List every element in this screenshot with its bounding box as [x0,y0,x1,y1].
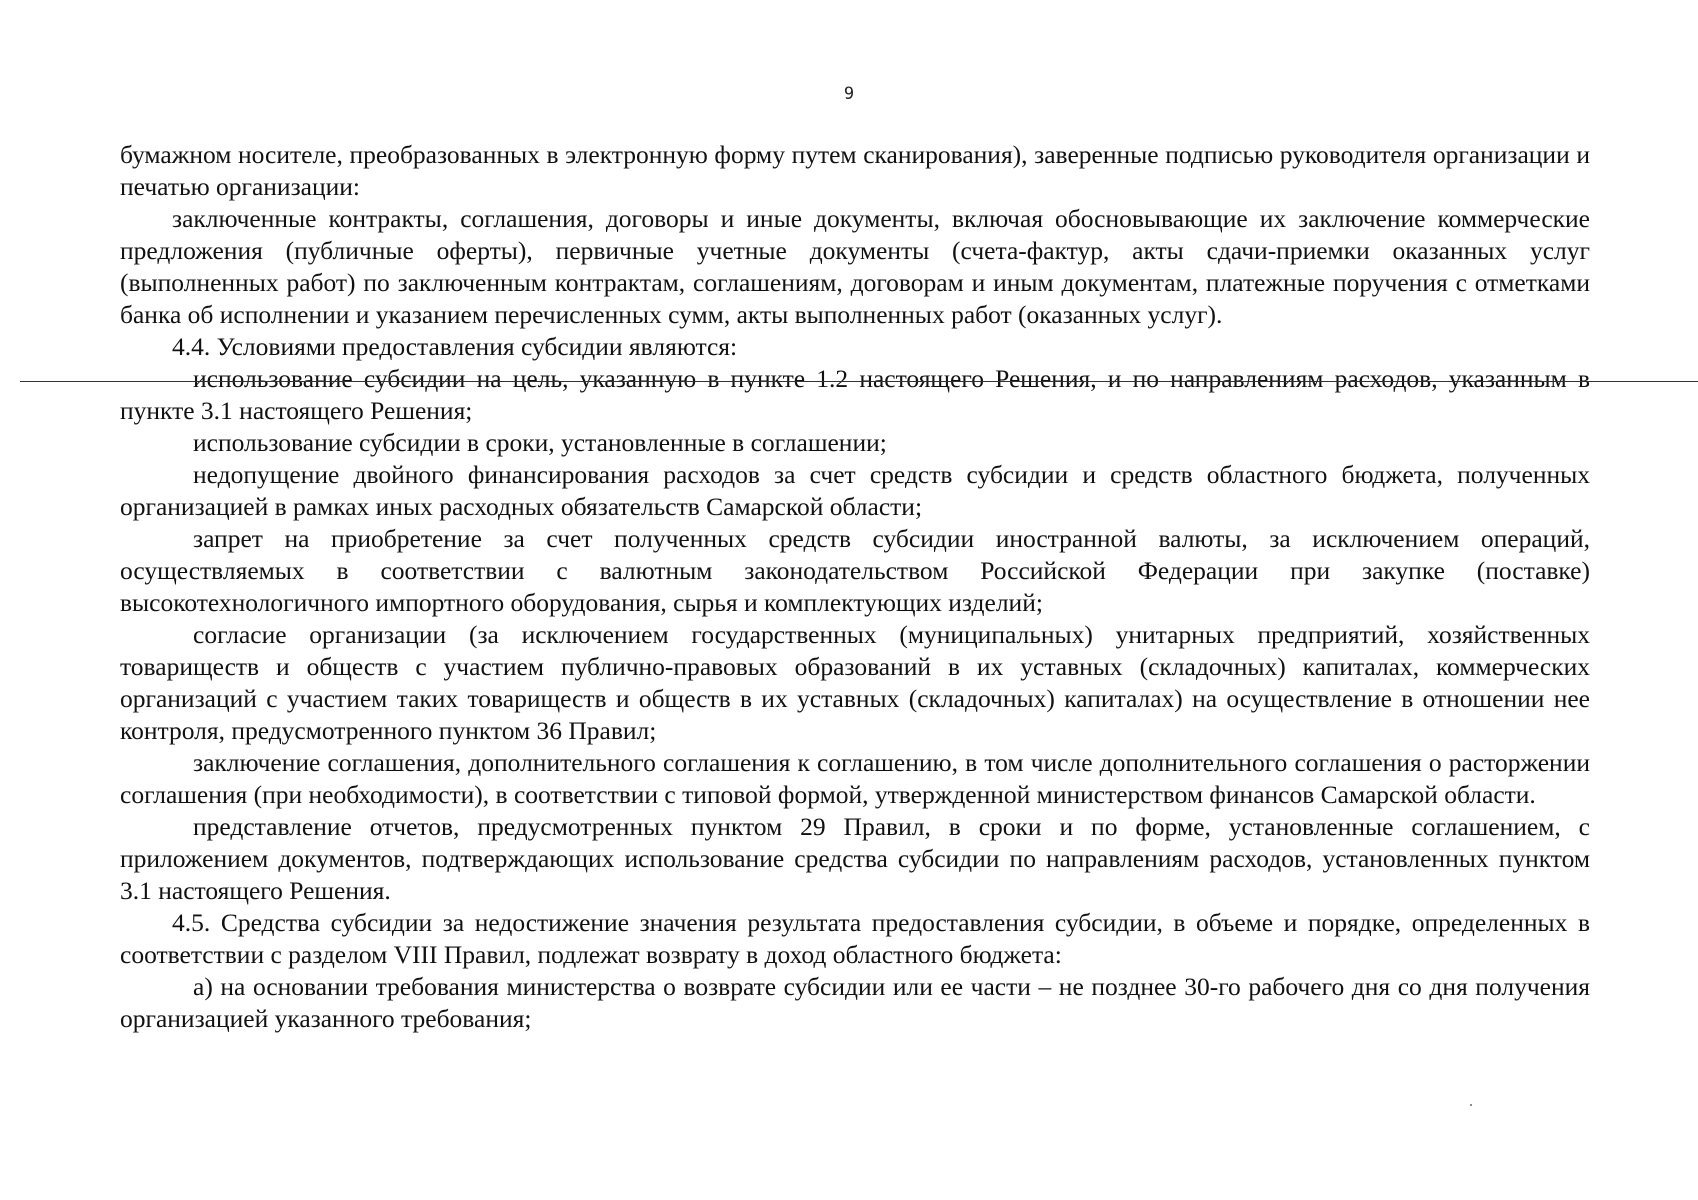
item-a-paragraph: а) на основании требования министерства о возврате субсидии или ее части – не позднее 30-го рабочего дня со дня получения организацией указанного требования; [120,972,1590,1033]
scan-cut-line [20,381,1698,382]
section-4-5-paragraph: 4.5. Средства субсидии за недостижение значения результата предоставления субсидии, в объеме и порядке, определенных в соответствии с разделом VIII Правил, подлежат возврату в доход областного бюджета: [120,908,1590,969]
condition-currency-ban: запрет на приобретение за счет полученных средств субсидии иностранной валюты, за исключением операций, осуществляемых в соответствии с валютным законодательством Российской Федерации при закупке (поставке) высокотехнологичного импортного оборудования, сырья и комплектующих изделий; [120,524,1590,617]
condition-control-consent: согласие организации (за исключением государственных (муниципальных) унитарных предприятий, хозяйственных товариществ и обществ с участием публично-правовых образований в их уставных (складочных) капиталах, коммерческих организаций с участием таких товариществ и обществ в их уставных (складочных) капиталах) на осуществление в отношении нее контроля, предусмотренного пунктом 36 Правил; [120,620,1590,745]
paragraph-documents-list: заключенные контракты, соглашения, договоры и иные документы, включая обосновывающие их заключение коммерческие предложения (публичные оферты), первичные учетные документы (счета-фактур, акты сдачи-приемки оказанных услуг (выполненных работ) по заключенным контрактам, соглашениям, договорам и иным документам, платежные поручения с отметками банка об исполнении и указанием перечисленных сумм, акты выполненных работ (оказанных услуг). [120,204,1590,329]
condition-no-double-financing: недопущение двойного финансирования расходов за счет средств субсидии и средств областного бюджета, полученных организацией в рамках иных расходных обязательств Самарской области; [120,460,1590,521]
condition-purpose: использование субсидии на цель, указанную в пункте 1.2 настоящего Решения, и по направлениям расходов, указанным в пункте 3.1 настоящего Решения; [120,364,1590,425]
condition-deadlines: использование субсидии в сроки, установленные в соглашении; [193,428,887,457]
scan-speck [1470,1104,1472,1106]
condition-reports: представление отчетов, предусмотренных пунктом 29 Правил, в сроки и по форме, установленные соглашением, с приложением документов, подтверждающих использование средства субсидии по направлениям расходов, установленных пунктом 3.1 настоящего Решения. [120,812,1590,905]
section-4-4-heading: 4.4. Условиями предоставления субсидии являются: [172,332,738,361]
paragraph-continuation: бумажном носителе, преобразованных в электронную форму путем сканирования), заверенные подписью руководителя организации и печатью организации: [120,140,1590,201]
page-number: 9 [843,84,855,104]
condition-agreement: заключение соглашения, дополнительного соглашения к соглашению, в том числе дополнительного соглашения о расторжении соглашения (при необходимости), в соответствии с типовой формой, утвержденной министерством финансов Самарской области. [120,748,1590,809]
document-body [120,139,1590,1035]
